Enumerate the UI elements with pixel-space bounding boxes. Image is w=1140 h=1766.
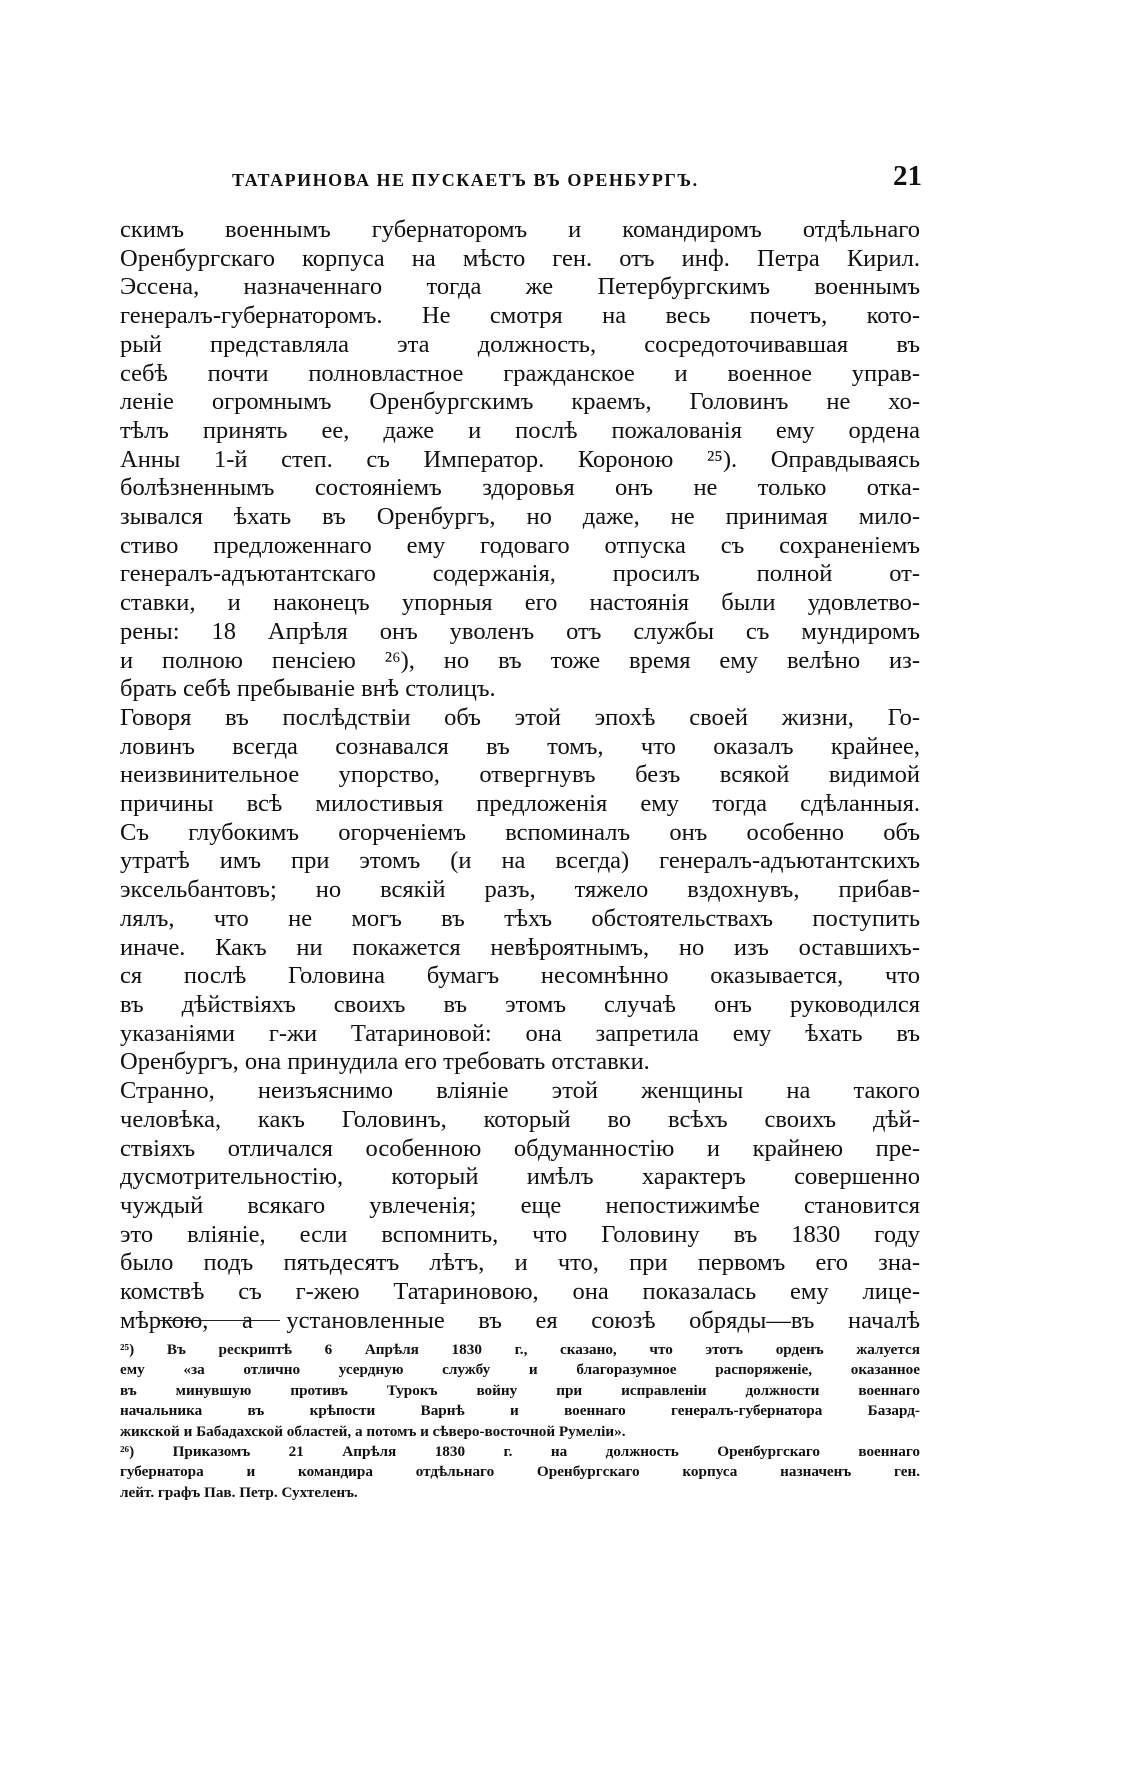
body-line: эксельбантовъ; но всякій разъ, тяжело вздохнувъ, прибав- xyxy=(120,876,920,904)
body-line: дусмотрительностію, который имѣлъ характеръ совершенно xyxy=(120,1163,920,1191)
footnote-line: ²⁵) Въ рескриптѣ 6 Апрѣля 1830 г., сказано, что этотъ орденъ жалуется xyxy=(120,1341,920,1358)
body-line: скимъ военнымъ губернаторомъ и командиромъ отдѣльнаго xyxy=(120,216,920,243)
body-line: генералъ-адъютантскаго содержанія, просилъ полной от- xyxy=(120,560,920,588)
body-line: мѣркою, а установленные въ ея союзѣ обряды—въ началѣ xyxy=(120,1306,920,1334)
body-text xyxy=(120,216,920,1335)
body-line: зывался ѣхать въ Оренбургъ, но даже, не принимая мило- xyxy=(120,503,920,531)
body-line: неизвинительное упорство, отвергнувъ безъ всякой видимой xyxy=(120,761,920,789)
body-line: Съ глубокимъ огорченіемъ вспоминалъ онъ особенно объ xyxy=(120,818,920,846)
body-line: утратѣ имъ при этомъ (и на всегда) генералъ-адъютантскихъ xyxy=(120,847,920,875)
body-line: ставки, и наконецъ упорныя его настоянія были удовлетво- xyxy=(120,589,920,617)
body-line: брать себѣ пребываніе внѣ столицъ. xyxy=(120,675,496,703)
footnote-line: ²⁶) Приказомъ 21 Апрѣля 1830 г. на должность Оренбургскаго военнаго xyxy=(120,1443,920,1461)
body-line: болѣзненнымъ состояніемъ здоровья онъ не только отка- xyxy=(120,474,920,502)
body-line: генералъ-губернаторомъ. Не смотря на весь почетъ, кото- xyxy=(120,302,920,330)
body-line: Говоря въ послѣдствіи объ этой эпохѣ своей жизни, Го- xyxy=(120,703,920,731)
footnote-line: жикской и Бабадахской областей, а потомъ и сѣверо-восточной Румеліи». xyxy=(120,1422,626,1440)
body-line: ся послѣ Головина бумагъ несомнѣнно оказывается, что xyxy=(120,962,920,990)
body-line: Оренбургскаго корпуса на мѣсто ген. отъ инф. Петра Кирил. xyxy=(120,244,920,272)
body-line: это вліяніе, если вспомнить, что Головину въ 1830 году xyxy=(120,1220,920,1248)
body-line: ствіяхъ отличался особенною обдуманностію и крайнею пре- xyxy=(120,1134,920,1162)
body-line: себѣ почти полновластное гражданское и военное управ- xyxy=(120,359,920,387)
body-line: рый представляла эта должность, сосредоточивавшая въ xyxy=(120,330,920,358)
page-number: 21 xyxy=(893,160,922,192)
body-line: Анны 1-й степ. съ Император. Короною ²⁵). Оправдываясь xyxy=(120,445,920,473)
footnote-divider xyxy=(160,1320,280,1321)
body-line: тѣлъ принять ее, даже и послѣ пожалованія ему ордена xyxy=(120,416,920,444)
body-line: чуждый всякаго увлеченія; еще непостижимѣе становится xyxy=(120,1191,920,1219)
body-line: стиво предложеннаго ему годоваго отпуска съ сохраненіемъ xyxy=(120,531,920,559)
body-line: леніе огромнымъ Оренбургскимъ краемъ, Головинъ не хо- xyxy=(120,388,920,416)
footnote-line: лейт. графъ Пав. Петр. Сухтеленъ. xyxy=(120,1483,358,1501)
body-line: было подъ пятьдесятъ лѣтъ, и что, при первомъ его зна- xyxy=(120,1249,920,1277)
body-line: указаніями г-жи Татариновой: она запретила ему ѣхать въ xyxy=(120,1019,920,1047)
footnote-line: начальника въ крѣпости Варнѣ и военнаго генералъ-губернатора Базард- xyxy=(120,1402,920,1420)
body-line: Странно, неизъяснимо вліяніе этой женщины на такого xyxy=(120,1077,920,1105)
body-line: иначе. Какъ ни покажется невѣроятнымъ, но изъ оставшихъ- xyxy=(120,933,920,961)
body-line: человѣка, какъ Головинъ, который во всѣхъ своихъ дѣй- xyxy=(120,1105,920,1133)
page-header xyxy=(120,160,920,200)
body-line: причины всѣ милостивыя предложенія ему тогда сдѣланныя. xyxy=(120,790,920,818)
footnote-line: губернатора и командира отдѣльнаго Оренбургскаго корпуса назначенъ ген. xyxy=(120,1463,920,1481)
body-line: въ дѣйствіяхъ своихъ въ этомъ случаѣ онъ руководился xyxy=(120,990,920,1018)
body-line: Оренбургъ, она принудила его требовать отставки. xyxy=(120,1048,650,1076)
body-line: комствѣ съ г-жею Татариновою, она показалась ему лице- xyxy=(120,1278,920,1306)
body-line: Эссена, назначеннаго тогда же Петербургскимъ военнымъ xyxy=(120,273,920,301)
footnotes xyxy=(120,1340,920,1503)
body-line: и полною пенсіею ²⁶), но въ тоже время ему велѣно из- xyxy=(120,646,920,674)
running-head: ТАТАРИНОВА НЕ ПУСКАЕТЪ ВЪ ОРЕНБУРГЪ. xyxy=(232,170,699,190)
footnote-line: ему «за отлично усердную службу и благоразумное распоряженіе, оказанное xyxy=(120,1361,920,1379)
body-line: лялъ, что не могъ въ тѣхъ обстоятельствахъ поступить xyxy=(120,904,920,932)
footnote-line: въ минувшую противъ Турокъ войну при исправленіи должности военнаго xyxy=(120,1381,920,1399)
body-line: ловинъ всегда сознавался въ томъ, что оказалъ крайнее, xyxy=(120,732,920,760)
body-line: рены: 18 Апрѣля онъ уволенъ отъ службы съ мундиромъ xyxy=(120,617,920,645)
